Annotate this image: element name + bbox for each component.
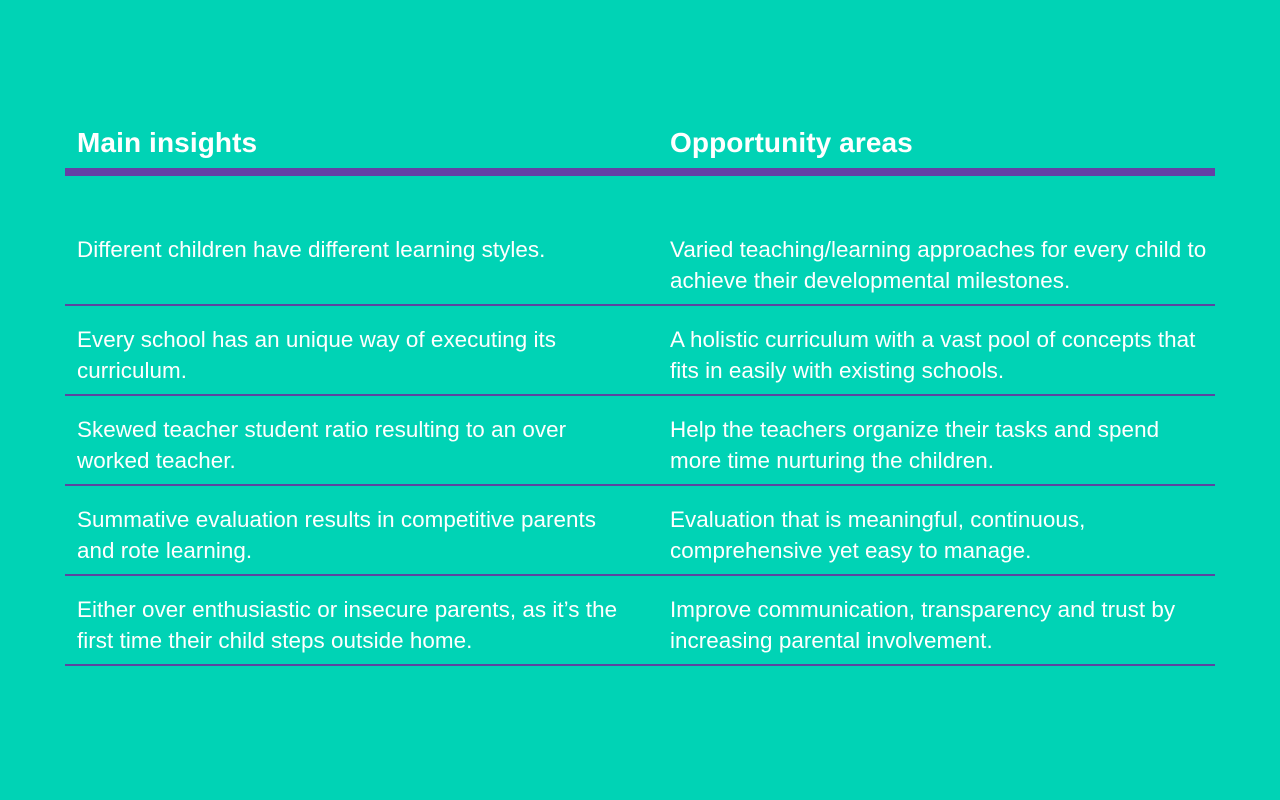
insight-cell: Every school has an unique way of executing its curriculum. (77, 327, 557, 383)
header-main-insights: Main insights (77, 127, 258, 158)
insights-table (65, 120, 1215, 666)
table-row (65, 216, 1215, 306)
header-opportunity-areas: Opportunity areas (670, 127, 913, 158)
insight-cell: Summative evaluation results in competitive parents and rote learning. (77, 507, 597, 563)
opportunity-cell: Improve communication, transparency and trust by increasing parental involvement. (670, 597, 1176, 653)
opportunity-cell: Help the teachers organize their tasks and spend more time nurturing the children. (670, 417, 1160, 473)
table-row (65, 396, 1215, 486)
table-header-row (65, 120, 1215, 168)
table-row (65, 486, 1215, 576)
opportunity-cell: Varied teaching/learning approaches for every child to achieve their developmental milestones. (670, 237, 1207, 293)
insight-cell: Different children have different learning styles. (77, 237, 546, 262)
insight-cell: Skewed teacher student ratio resulting to an over worked teacher. (77, 417, 567, 473)
insight-cell: Either over enthusiastic or insecure parents, as it’s the first time their child steps outside home. (77, 597, 618, 653)
table-body (65, 216, 1215, 666)
header-divider (65, 168, 1215, 176)
table-row (65, 306, 1215, 396)
opportunity-cell: A holistic curriculum with a vast pool of concepts that fits in easily with existing schools. (670, 327, 1196, 383)
table-row (65, 576, 1215, 666)
opportunity-cell: Evaluation that is meaningful, continuous, comprehensive yet easy to manage. (670, 507, 1086, 563)
